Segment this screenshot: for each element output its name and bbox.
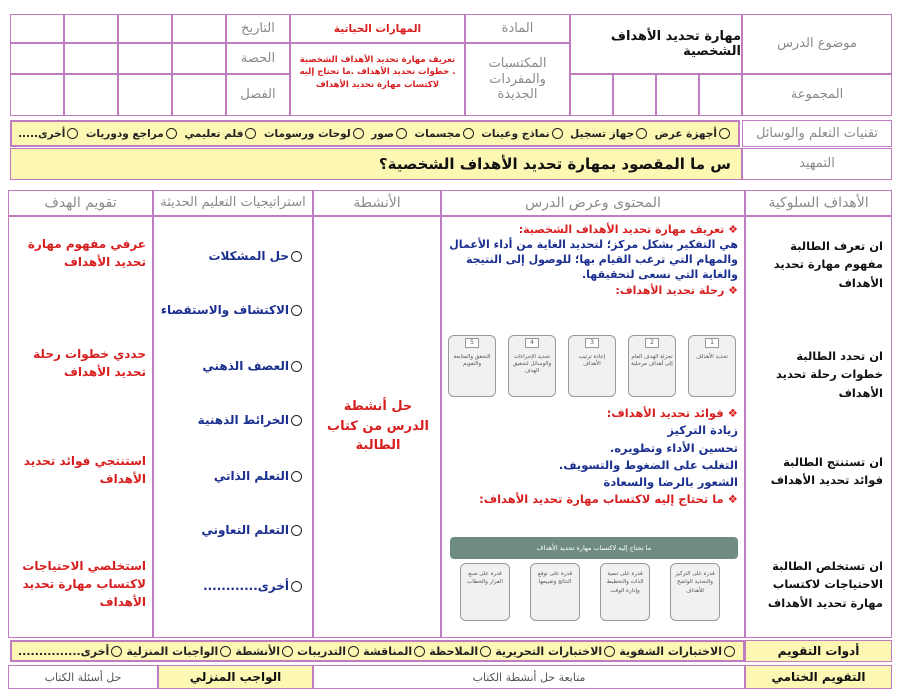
gains-label: المكتسبات والمفردات الجديدة [465, 43, 570, 116]
final-eval-value: متابعة حل أنشطة الكتاب [313, 665, 745, 689]
radio-circle-icon [396, 128, 407, 139]
evaluation-item: حددي خطوات رحلة تحديد الأهداف [33, 347, 146, 379]
objectives-column [745, 216, 892, 638]
eval-tool-option[interactable]: الاختبارات الشفوية [619, 645, 737, 658]
radio-circle-icon [724, 646, 735, 657]
tech-option[interactable]: صور [371, 128, 409, 140]
grid-cell[interactable] [172, 43, 226, 74]
group-label: المجموعة [742, 74, 892, 116]
grid-cell[interactable] [172, 14, 226, 43]
content-column [441, 216, 745, 638]
lesson-topic-label: موضوع الدرس [742, 14, 892, 74]
eval-tool-option[interactable]: المناقشة [363, 645, 427, 658]
group-cell[interactable] [613, 74, 656, 116]
objective-item: ان تستنتج الطالبة فوائد تحديد الأهداف [770, 455, 883, 488]
grid-cell[interactable] [118, 14, 172, 43]
benefit-item: الشعور بالرضا والسعادة [603, 475, 738, 489]
grid-cell[interactable] [10, 14, 64, 43]
journey-step-card: 3 إعادة ترتيب الأهداف [568, 335, 616, 397]
strategy-item[interactable]: أخرى............ [203, 579, 304, 593]
grid-cell[interactable] [118, 43, 172, 74]
col-header-content: المحتوى وعرض الدرس [441, 190, 745, 216]
evaluation-item: عرفي مفهوم مهارة تحديد الأهداف [27, 237, 146, 269]
strategy-item[interactable]: التعلم الذاتي [214, 469, 304, 483]
need-card: قدرة على تنمية الذات والتخطيط وإدارة الوقت [600, 563, 650, 621]
evaluation-item: استخلصي الاحتياجات لاكتساب مهارة تحديد الأهداف [22, 559, 146, 609]
radio-circle-icon [291, 305, 302, 316]
eval-tool-option[interactable]: أخرى............... [18, 645, 124, 658]
eval-tool-option[interactable]: الملاحظة [429, 645, 493, 658]
radio-circle-icon [291, 581, 302, 592]
objective-item: ان تستخلص الطالبة الاحتياجات لاكتساب مهارة تحديد الأهداف [767, 559, 883, 610]
tech-options [10, 120, 740, 147]
tech-option[interactable]: لوحات ورسومات [264, 128, 366, 140]
eval-tool-option[interactable]: الأنشطة [235, 645, 295, 658]
definition-title: ❖ تعريف مهارة تحديد الأهداف الشخصية: [518, 223, 738, 236]
col-header-strategies: استراتيجيات التعليم الحديثة [153, 190, 313, 216]
need-card: قدرة على صنع القرار والخطاب [460, 563, 510, 621]
final-eval-label: التقويم الختامي [745, 665, 892, 689]
eval-tools-options [10, 640, 745, 662]
strategy-item[interactable]: الاكتشاف والاستقصاء [161, 303, 304, 317]
radio-circle-icon [166, 128, 177, 139]
strategy-item[interactable]: حل المشكلات [208, 249, 304, 263]
radio-circle-icon [348, 646, 359, 657]
strategy-item[interactable]: الخرائط الذهنية [198, 413, 304, 427]
radio-circle-icon [463, 128, 474, 139]
lesson-topic-value: مهارة تحديد الأهداف الشخصية [570, 14, 742, 74]
radio-circle-icon [220, 646, 231, 657]
radio-circle-icon [111, 646, 122, 657]
tech-option[interactable]: مراجع ودوريات [86, 128, 179, 140]
needs-title: ❖ ما تحتاج إليه لاكتساب مهارة تحديد الأهداف: [479, 492, 738, 507]
intro-question: س ما المقصود بمهارة تحديد الأهداف الشخصية؟ [10, 148, 742, 180]
radio-circle-icon [245, 128, 256, 139]
date-label: التاريخ [226, 14, 290, 43]
benefits-section [448, 405, 738, 509]
radio-circle-icon [67, 128, 78, 139]
radio-circle-icon [291, 471, 302, 482]
radio-circle-icon [604, 646, 615, 657]
eval-tool-option[interactable]: الواجبات المنزلية [126, 645, 233, 658]
grid-cell[interactable] [118, 74, 172, 116]
need-card: قدرة على التركيز والتحديد الواضح للأهداف [670, 563, 720, 621]
radio-circle-icon [291, 525, 302, 536]
gains-value: تعريف مهارة تحديد الأهداف الشخصية . خطوات تحديد الأهداف .ما تحتاج إليه لاكتساب مهارة تحديد الأهداف [290, 43, 465, 116]
tech-option[interactable]: مجسمات [415, 128, 476, 140]
group-cell[interactable] [656, 74, 699, 116]
radio-circle-icon [552, 128, 563, 139]
grid-cell[interactable] [64, 74, 118, 116]
grid-cell[interactable] [10, 43, 64, 74]
benefit-item: تحسين الأداء وتطويره. [609, 440, 738, 455]
benefit-item: زيادة التركيز [667, 423, 738, 438]
need-card: قدرة على توقع النتائج وتقييمها [530, 563, 580, 621]
radio-circle-icon [291, 361, 302, 372]
benefit-item: التغلب على الضغوط والتسويف. [558, 457, 738, 472]
journey-step-card: 4 تحديد الإجراءات والوسائل لتحقيق الهدف [508, 335, 556, 397]
col-header-evaluation: تقويم الهدف [8, 190, 153, 216]
radio-circle-icon [291, 251, 302, 262]
benefits-title: ❖ فوائد تحديد الأهداف: [606, 406, 738, 420]
evaluation-item: استنتجي فوائد تحديد الأهداف [23, 454, 146, 486]
period-label: الحصة [226, 43, 290, 74]
tech-option[interactable]: أخرى..... [18, 128, 80, 140]
activities-text: حل أنشطة الدرس من كتاب الطالبة [327, 399, 429, 453]
col-header-objectives: الأهداف السلوكية [745, 190, 892, 216]
subject-label: المادة [465, 14, 570, 43]
homework-value: حل أسئلة الكتاب [8, 665, 158, 689]
group-cell[interactable] [699, 74, 742, 116]
radio-circle-icon [480, 646, 491, 657]
strategy-item[interactable]: العصف الذهني [202, 359, 304, 373]
activities-column [313, 216, 441, 638]
intro-label: التمهيد [742, 148, 892, 180]
tech-option[interactable]: نماذج وعينات [481, 128, 564, 140]
class-label: الفصل [226, 74, 290, 116]
grid-cell[interactable] [10, 74, 64, 116]
journey-step-card: 2 تجزئة الهدف العام إلى أهداف مرحلية [628, 335, 676, 397]
eval-tool-option[interactable]: التدريبات [297, 645, 361, 658]
content-definition [448, 223, 738, 299]
needs-header-bar: ما تحتاج إليه لاكتساب مهارة تحديد الأهداف [450, 537, 738, 559]
radio-circle-icon [414, 646, 425, 657]
group-cell[interactable] [570, 74, 613, 116]
eval-tools-label: أدوات التقويم [745, 640, 892, 662]
subject-value: المهارات الحياتية [290, 14, 465, 43]
evaluation-column [8, 216, 153, 638]
tech-option[interactable]: جهاز تسجيل [570, 128, 649, 140]
radio-circle-icon [282, 646, 293, 657]
tech-option[interactable]: فلم تعليمي [184, 128, 258, 140]
radio-circle-icon [636, 128, 647, 139]
definition-text: هي التفكير بشكل مركز؛ لتحديد الغاية من أداء الأعمال والمهام التي ترغب القيام بها؛ للوصول إلى النتيجة والغاية التي نسعى لتحقيقها. [449, 237, 738, 281]
radio-circle-icon [353, 128, 364, 139]
objective-item: ان تحدد الطالبة خطوات رحلة تحديد الأهداف [776, 349, 883, 400]
journey-step-card: 5 التحقق والمتابعة والتقويم [448, 335, 496, 397]
grid-cell[interactable] [64, 14, 118, 43]
tech-option[interactable]: أجهزة عرض [655, 128, 732, 140]
tech-label: تقنيات التعلم والوسائل [742, 120, 892, 147]
col-header-activities: الأنشطة [313, 190, 441, 216]
objective-item: ان تعرف الطالبة مفهوم مهارة تحديد الأهداف [773, 239, 883, 290]
radio-circle-icon [719, 128, 730, 139]
grid-cell[interactable] [172, 74, 226, 116]
strategies-column [153, 216, 313, 638]
homework-label: الواجب المنزلي [158, 665, 313, 689]
radio-circle-icon [291, 415, 302, 426]
journey-title: ❖ رحلة تحديد الأهداف: [615, 284, 738, 298]
journey-step-card: 1 تحديد الأهداف [688, 335, 736, 397]
strategy-item[interactable]: التعلم التعاوني [201, 523, 304, 537]
eval-tool-option[interactable]: الاختبارات التحريرية [495, 645, 617, 658]
grid-cell[interactable] [64, 43, 118, 74]
